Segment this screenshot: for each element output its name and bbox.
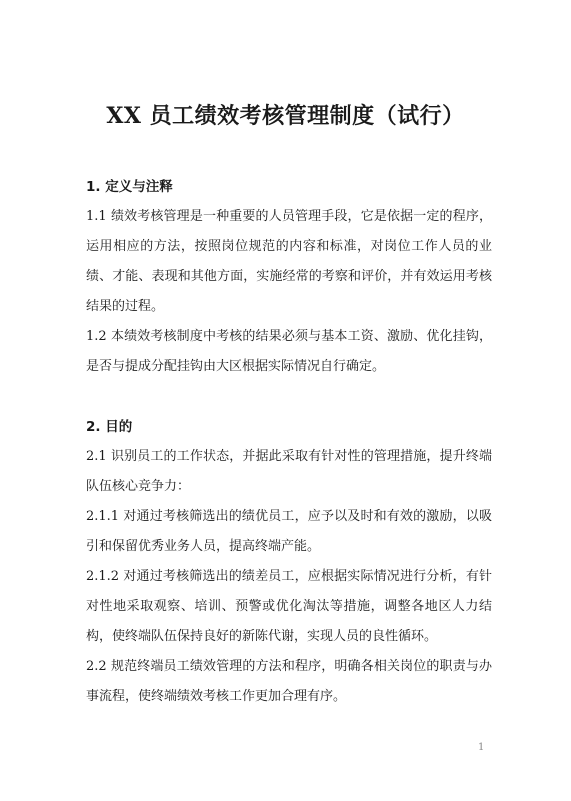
paragraph: 1.1 绩效考核管理是一种重要的人员管理手段，它是依据一定的程序，运用相应的方法，按照岗位规范的内容和标准，对岗位工作人员的业绩、才能、表现和其他方面，实施经常的考察和评价，并有效运用考核结果的过程。 — [86, 209, 492, 314]
paragraph: 2.1.2 对通过考核筛选出的绩差员工，应根据实际情况进行分析，有针对性地采取观察、培训、预警或优化淘汰等措施，调整各地区人力结构，使终端队伍保持良好的新陈代谢，实现人员的良性循环。 — [86, 569, 492, 644]
section-purpose — [86, 412, 492, 712]
section-heading: 1. 定义与注释 — [86, 179, 173, 195]
page-number: 1 — [478, 742, 485, 753]
document-title: XX 员工绩效考核管理制度（试行） — [106, 103, 465, 129]
section-heading: 2. 目的 — [86, 419, 133, 435]
paragraph: 1.2 本绩效考核制度中考核的结果必须与基本工资、激励、优化挂钩，是否与提成分配挂钩由大区根据实际情况自行确定。 — [86, 329, 492, 374]
document-body — [86, 172, 492, 712]
section-definitions — [86, 172, 492, 382]
paragraph: 2.1 识别员工的工作状态，并据此采取有针对性的管理措施，提升终端队伍核心竞争力： — [86, 449, 492, 494]
paragraph: 2.2 规范终端员工绩效管理的方法和程序，明确各相关岗位的职责与办事流程，使终端绩效考核工作更加合理有序。 — [86, 659, 492, 704]
section-spacer — [86, 382, 492, 412]
paragraph: 2.1.1 对通过考核筛选出的绩优员工，应予以及时和有效的激励，以吸引和保留优秀业务人员，提高终端产能。 — [86, 509, 492, 554]
